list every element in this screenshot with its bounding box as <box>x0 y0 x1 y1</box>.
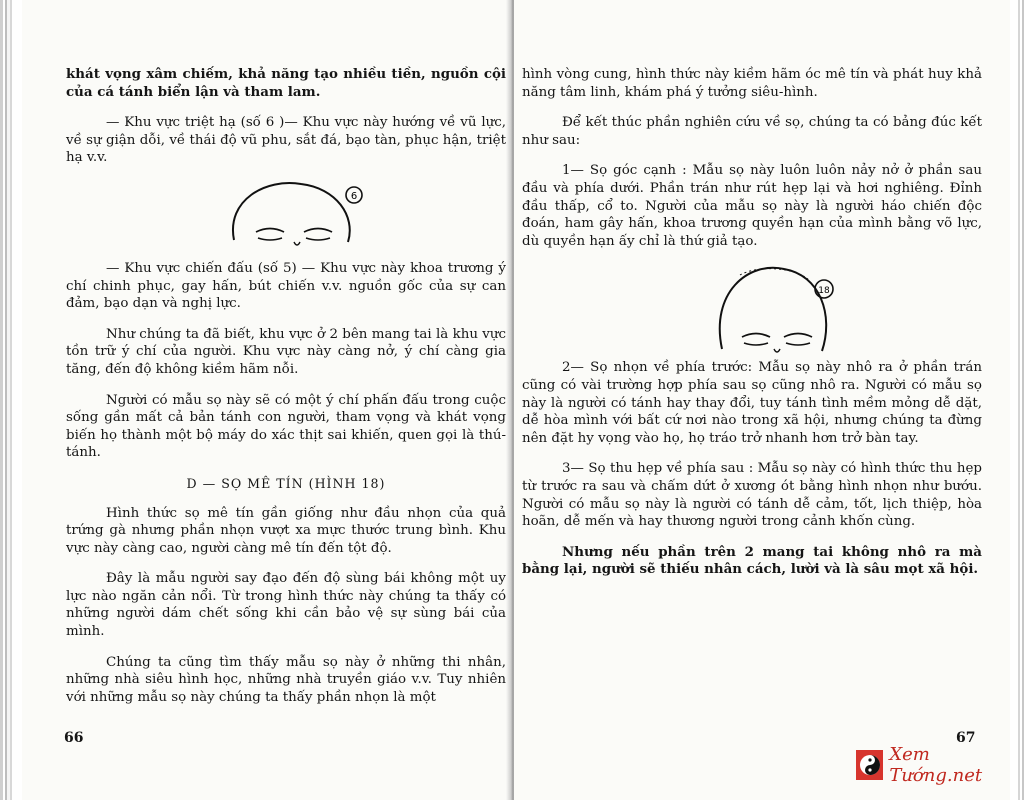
head-sketch-figure-18 <box>522 263 982 359</box>
page-number-right: 67 <box>956 730 976 746</box>
yin-yang-icon <box>856 750 883 780</box>
left-text-column <box>66 66 506 719</box>
figure-marker: 6 <box>350 190 358 202</box>
left-page <box>0 0 510 800</box>
paragraph: Nhưng nếu phần trên 2 mang tai không nhô ra mà bằng lại, người sẽ thiếu nhân cách, lười và là sâu mọt xã hội. <box>522 543 982 578</box>
page-number-left: 66 <box>64 730 84 746</box>
paragraph: khát vọng xâm chiếm, khả năng tạo nhiều tiền, nguồn cội của cá tánh biển lận và tham lam. <box>66 66 506 100</box>
watermark-logo <box>856 744 1016 786</box>
head-sketch-zone-6 <box>66 180 506 260</box>
figure-marker: 18 <box>818 286 830 297</box>
paragraph-zone-6: — Khu vực triệt hạ (số 6 )— Khu vực này hướng về vũ lực, về sự giận dỗi, về thái độ vũ phu, sắt đá, bạo tàn, phục hận, triệt hạ v.v. <box>66 115 506 166</box>
paragraph: hình vòng cung, hình thức này kiềm hãm óc mê tín và phát huy khả năng tâm linh, khám phá ý tưởng siêu-hình. <box>522 67 982 100</box>
paragraph: Để kết thúc phần nghiên cứu về sọ, chúng ta có bảng đúc kết như sau: <box>522 115 982 148</box>
paragraph: Hình thức sọ mê tín gần giống như đầu nhọn của quả trứng gà nhưng phần nhọn vượt xa mực thước trung bình. Khu vực này càng cao, người càng mê tín đến tột độ. <box>66 505 506 556</box>
paragraph: Đây là mẫu người say đạo đến độ sùng bái không một uy lực nào ngăn cản nổi. Từ trong hình thức này chúng ta thấy có những người dám chết sống khi cần bảo vệ sự sùng bái của mình. <box>66 571 506 640</box>
right-page <box>514 0 1024 800</box>
section-heading: D — SỌ MÊ TÍN (HÌNH 18) <box>186 475 386 491</box>
right-text-column <box>522 66 982 592</box>
paragraph: Chúng ta cũng tìm thấy mẫu sọ này ở những thi nhân, những nhà siêu hình học, những nhà truyền giáo v.v. Tuy nhiên với những mẫu sọ này chúng ta thấy phần nhọn là một <box>66 654 506 705</box>
paragraph-skull-type-1: 1— Sọ góc cạnh : Mẫu sọ này luôn luôn nảy nở ở phần sau đầu và phía dưới. Phần trán như rút hẹp lại và hơi nghiêng. Đỉnh đầu thấp, cổ to. Người của mẫu sọ này là người háo chiến độc đoán, ham gây hấn, khoa trương quyền hạn của mình bằng võ lực, dù quyền hạn ấy chỉ là thứ giả tạo. <box>522 163 982 249</box>
page-edge <box>1010 0 1024 800</box>
watermark-text: Xem Tướng.net <box>889 744 983 786</box>
paragraph: Người có mẫu sọ này sẽ có một ý chí phấn đấu trong cuộc sống gần mất cả bản tánh con người, tham vọng và khát vọng biến họ thành một bộ máy do xác thịt sai khiến, quen gọi là thú-tánh. <box>66 392 506 461</box>
paragraph-zone-5: — Khu vực chiến đấu (số 5) — Khu vực này khoa trương ý chí chinh phục, gay hấn, bút chiến v.v. nguồn gốc của sự can đảm, bạo dạn và nghị lực. <box>66 260 506 312</box>
paragraph-skull-type-3: 3— Sọ thu hẹp về phía sau : Mẫu sọ này có hình thức thu hẹp từ trước ra sau và chấm dứt ở xương ót bằng hình nhọn như bướu. Người có mẫu sọ này là người có tánh dễ cảm, tốt, lịch thiệp, hòa hoãn, dễ mến và hay thương người trong cảnh khốn cùng. <box>522 461 982 530</box>
paragraph-skull-type-2: 2— Sọ nhọn về phía trước: Mẫu sọ này nhô ra ở phần trán cũng có vài trường hợp phía sau sọ cũng nhô ra. Người có mẫu sọ này là người có tánh hay thay đổi, tuy tánh tình mềm mỏng dễ dặt, dễ hòa mình với bất cứ nơi nào trong xã hội, nhưng chúng ta đừng nên đặt hy vọng vào họ, họ tráo trở nhanh hơn trở bàn tay. <box>522 360 982 446</box>
page-edge <box>0 0 22 800</box>
paragraph: Như chúng ta đã biết, khu vực ở 2 bên mang tai là khu vực tồn trữ ý chí của người. Khu vực này càng nở, ý chí càng gia tăng, đến độ không kiềm hãm nỗi. <box>66 326 506 377</box>
